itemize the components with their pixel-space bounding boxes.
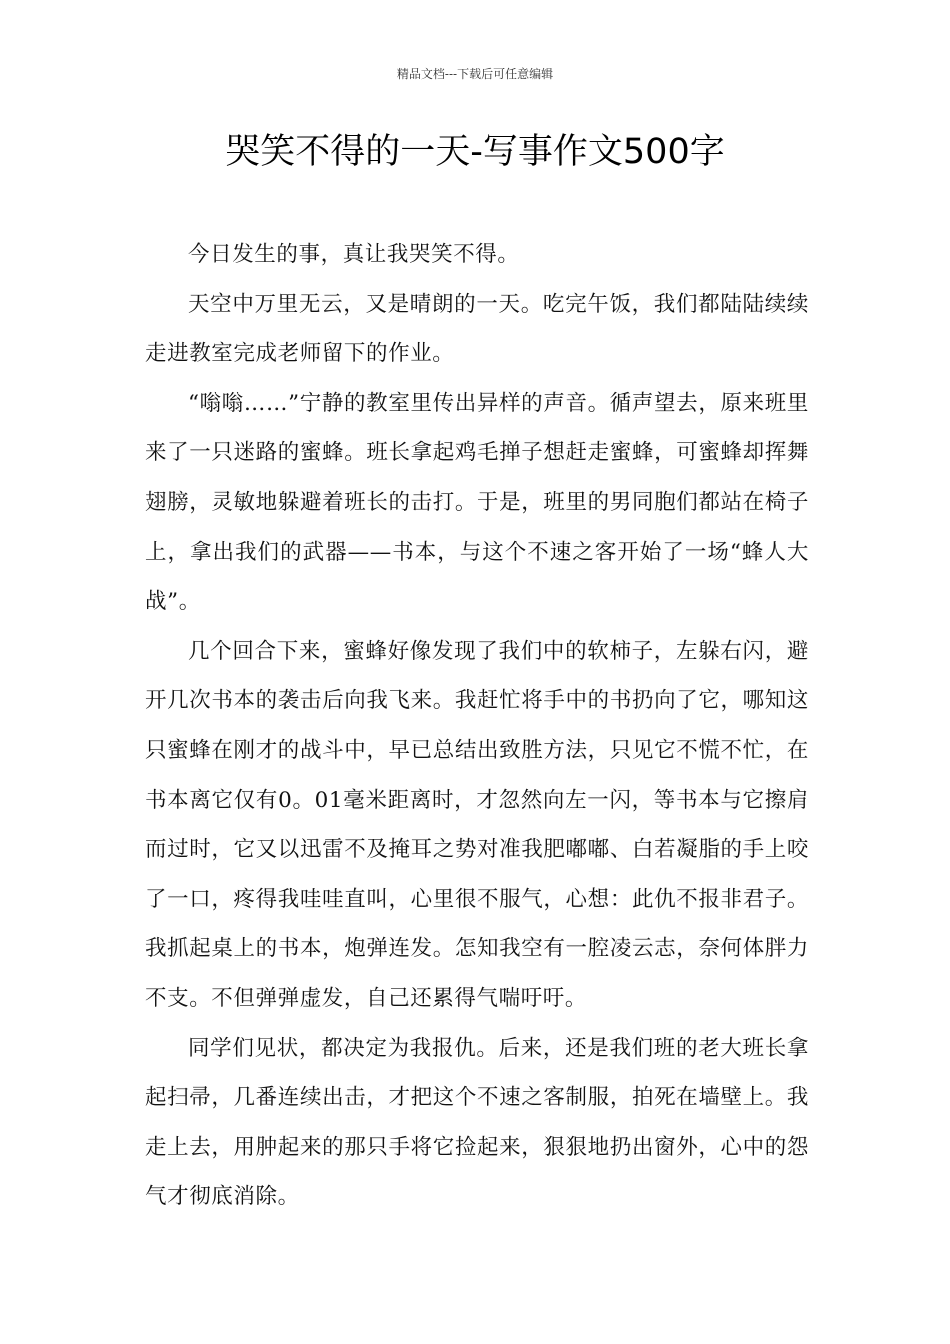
paragraph-1: 今日发生的事，真让我哭笑不得。 <box>188 242 520 267</box>
paragraph-3: “嗡嗡……”宁静的教室里传出异样的声音。循声望去，原来班里来了一只迷路的蜜蜂。班长拿起鸡毛掸子想赶走蜜蜂，可蜜蜂却挥舞翅膀，灵敏地躲避着班长的击打。于是，班里的男同胞们都站在椅子上，拿出我们的武器——书本，与这个不速之客开始了一场“蜂人大战”。 <box>145 390 809 615</box>
paragraph-2: 天空中万里无云，又是晴朗的一天。吃完午饭，我们都陆陆续续走进教室完成老师留下的作业。 <box>145 291 809 367</box>
document-title: 哭笑不得的一天-写事作文500字 <box>225 132 725 172</box>
page-header: 精品文档---下载后可任意编辑 <box>396 67 554 81</box>
paragraph-5: 同学们见状，都决定为我报仇。后来，还是我们班的老大班长拿起扫帚，几番连续出击，才把这个不速之客制服，拍死在墙壁上。我走上去，用肿起来的那只手将它捡起来，狠狠地扔出窗外，心中的怨气才彻底消除。 <box>145 1035 809 1210</box>
document-body <box>145 230 809 1222</box>
paragraph-4: 几个回合下来，蜜蜂好像发现了我们中的软柿子，左躲右闪，避开几次书本的袭击后向我飞来。我赶忙将手中的书扔向了它，哪知这只蜜蜂在刚才的战斗中，早已总结出致胜方法，只见它不慌不忙，在书本离它仅有0。01毫米距离时，才忽然向左一闪，等书本与它擦肩而过时，它又以迅雷不及掩耳之势对准我肥嘟嘟、白若凝脂的手上咬了一口，疼得我哇哇直叫，心里很不服气，心想：此仇不报非君子。我抓起桌上的书本，炮弹连发。怎知我空有一腔凌云志，奈何体胖力不支。不但弹弹虚发，自己还累得气喘吁吁。 <box>145 638 809 1011</box>
